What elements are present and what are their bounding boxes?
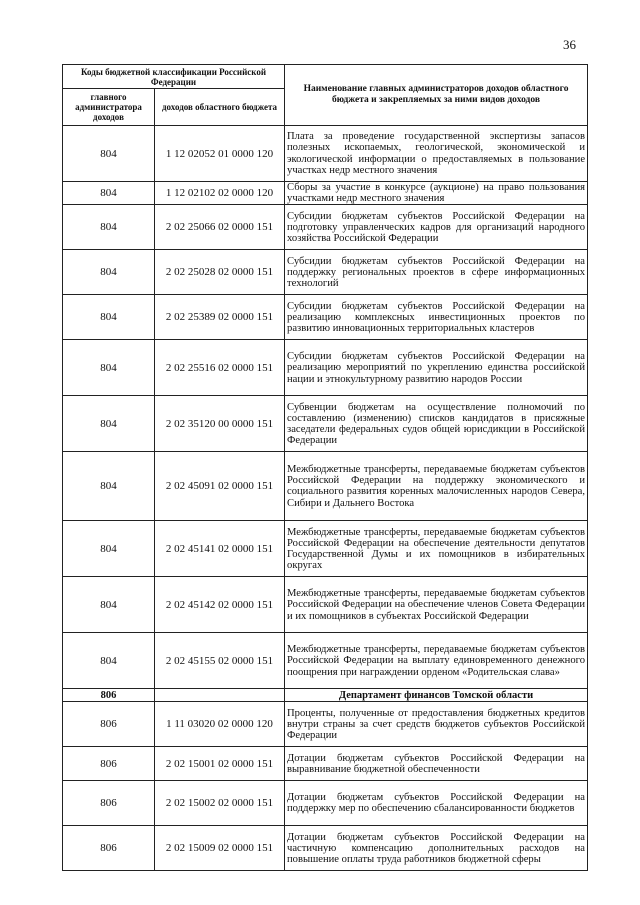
- admin-code-cell: 804: [63, 633, 155, 689]
- income-name-cell: Субсидии бюджетам субъектов Российской Федерации на поддержку региональных проектов в сфере информационных технологий: [285, 250, 588, 295]
- header-codes-group: Коды бюджетной классификации Российской Федерации: [63, 65, 285, 89]
- income-code-cell: 2 02 25028 02 0000 151: [155, 250, 285, 295]
- admin-code-cell: 806: [63, 781, 155, 826]
- admin-code-cell: 804: [63, 577, 155, 633]
- income-code-cell: 2 02 25066 02 0000 151: [155, 205, 285, 250]
- income-name-cell: Межбюджетные трансферты, передаваемые бюджетам субъектов Российской Федерации на поддержку экономического и социального развития коренных малочисленных народов Севера, Сибири и Дальнего Востока: [285, 452, 588, 521]
- table-row: [63, 521, 588, 577]
- income-name-cell: Сборы за участие в конкурсе (аукционе) на право пользования участками недр местного значения: [285, 182, 588, 205]
- admin-code-cell: 804: [63, 126, 155, 182]
- header-income-column: доходов областного бюджета: [155, 89, 285, 126]
- income-code-cell: 2 02 15009 02 0000 151: [155, 826, 285, 871]
- admin-code-cell: 804: [63, 205, 155, 250]
- table-row: [63, 126, 588, 182]
- table-row: [63, 250, 588, 295]
- table-row: [63, 826, 588, 871]
- admin-code-cell: 804: [63, 521, 155, 577]
- table-row: [63, 781, 588, 826]
- income-name-cell: Плата за проведение государственной экспертизы запасов полезных ископаемых, геологической, экономической и экологической информации о предоставляемых в пользование участках недр местного значения: [285, 126, 588, 182]
- table-row: [63, 182, 588, 205]
- admin-code-cell: 806: [63, 689, 155, 702]
- table-row: [63, 577, 588, 633]
- admin-code-cell: 804: [63, 295, 155, 340]
- income-name-cell: Субсидии бюджетам субъектов Российской Федерации на подготовку управленческих кадров для организаций народного хозяйства Российской Федерации: [285, 205, 588, 250]
- income-code-cell: 2 02 25516 02 0000 151: [155, 340, 285, 396]
- income-code-cell: 2 02 45155 02 0000 151: [155, 633, 285, 689]
- admin-code-cell: 806: [63, 702, 155, 747]
- income-code-cell: [155, 689, 285, 702]
- income-name-cell: Субсидии бюджетам субъектов Российской Федерации на реализацию комплексных инвестиционных проектов по развитию инновационных территориальных кластеров: [285, 295, 588, 340]
- table-row: [63, 205, 588, 250]
- income-name-cell: Дотации бюджетам субъектов Российской Федерации на поддержку мер по обеспечению сбалансированности бюджетов: [285, 781, 588, 826]
- income-code-cell: 1 12 02052 01 0000 120: [155, 126, 285, 182]
- income-name-cell: Субвенции бюджетам на осуществление полномочий по составлению (изменению) списков кандидатов в присяжные заседатели федеральных судов общей юрисдикции в Российской Федерации: [285, 396, 588, 452]
- admin-code-cell: 806: [63, 826, 155, 871]
- income-code-cell: 1 11 03020 02 0000 120: [155, 702, 285, 747]
- income-name-cell: Межбюджетные трансферты, передаваемые бюджетам субъектов Российской Федерации на обеспечение деятельности депутатов Государственной Думы и их помощников в избирательных округах: [285, 521, 588, 577]
- admin-code-cell: 804: [63, 396, 155, 452]
- income-code-cell: 2 02 35120 00 0000 151: [155, 396, 285, 452]
- income-code-cell: 2 02 15001 02 0000 151: [155, 747, 285, 781]
- admin-code-cell: 804: [63, 182, 155, 205]
- table-row: [63, 340, 588, 396]
- income-code-cell: 2 02 15002 02 0000 151: [155, 781, 285, 826]
- income-code-cell: 2 02 45142 02 0000 151: [155, 577, 285, 633]
- admin-code-cell: 804: [63, 340, 155, 396]
- table-row: [63, 747, 588, 781]
- income-name-cell: Дотации бюджетам субъектов Российской Федерации на частичную компенсацию дополнительных расходов на повышение оплаты труда работников бюджетной сферы: [285, 826, 588, 871]
- admin-code-cell: 804: [63, 452, 155, 521]
- income-name-cell: Межбюджетные трансферты, передаваемые бюджетам субъектов Российской Федерации на выплату единовременного денежного поощрения при награждении орденом «Родительская слава»: [285, 633, 588, 689]
- income-code-cell: 2 02 45141 02 0000 151: [155, 521, 285, 577]
- income-name-cell: Межбюджетные трансферты, передаваемые бюджетам субъектов Российской Федерации на обеспечение членов Совета Федерации и их помощников в субъектах Российской Федерации: [285, 577, 588, 633]
- income-code-cell: 1 12 02102 02 0000 120: [155, 182, 285, 205]
- income-name-cell: Проценты, полученные от предоставления бюджетных кредитов внутри страны за счет средств бюджетов субъектов Российской Федерации: [285, 702, 588, 747]
- header-name-column: Наименование главных администраторов доходов областного бюджета и закрепляемых за ними видов доходов: [285, 65, 588, 126]
- department-row: [63, 689, 588, 702]
- table-row: [63, 633, 588, 689]
- table-row: [63, 396, 588, 452]
- income-name-cell: Субсидии бюджетам субъектов Российской Федерации на реализацию мероприятий по укреплению единства российской нации и этнокультурному развитию народов России: [285, 340, 588, 396]
- header-admin-column: главного администратора доходов: [63, 89, 155, 126]
- budget-classification-table: [62, 64, 588, 871]
- table-row: [63, 452, 588, 521]
- department-name-cell: Департамент финансов Томской области: [285, 689, 588, 702]
- page-number: 36: [563, 37, 576, 52]
- table-row: [63, 702, 588, 747]
- income-code-cell: 2 02 25389 02 0000 151: [155, 295, 285, 340]
- income-code-cell: 2 02 45091 02 0000 151: [155, 452, 285, 521]
- table-row: [63, 295, 588, 340]
- admin-code-cell: 804: [63, 250, 155, 295]
- income-name-cell: Дотации бюджетам субъектов Российской Федерации на выравнивание бюджетной обеспеченности: [285, 747, 588, 781]
- admin-code-cell: 806: [63, 747, 155, 781]
